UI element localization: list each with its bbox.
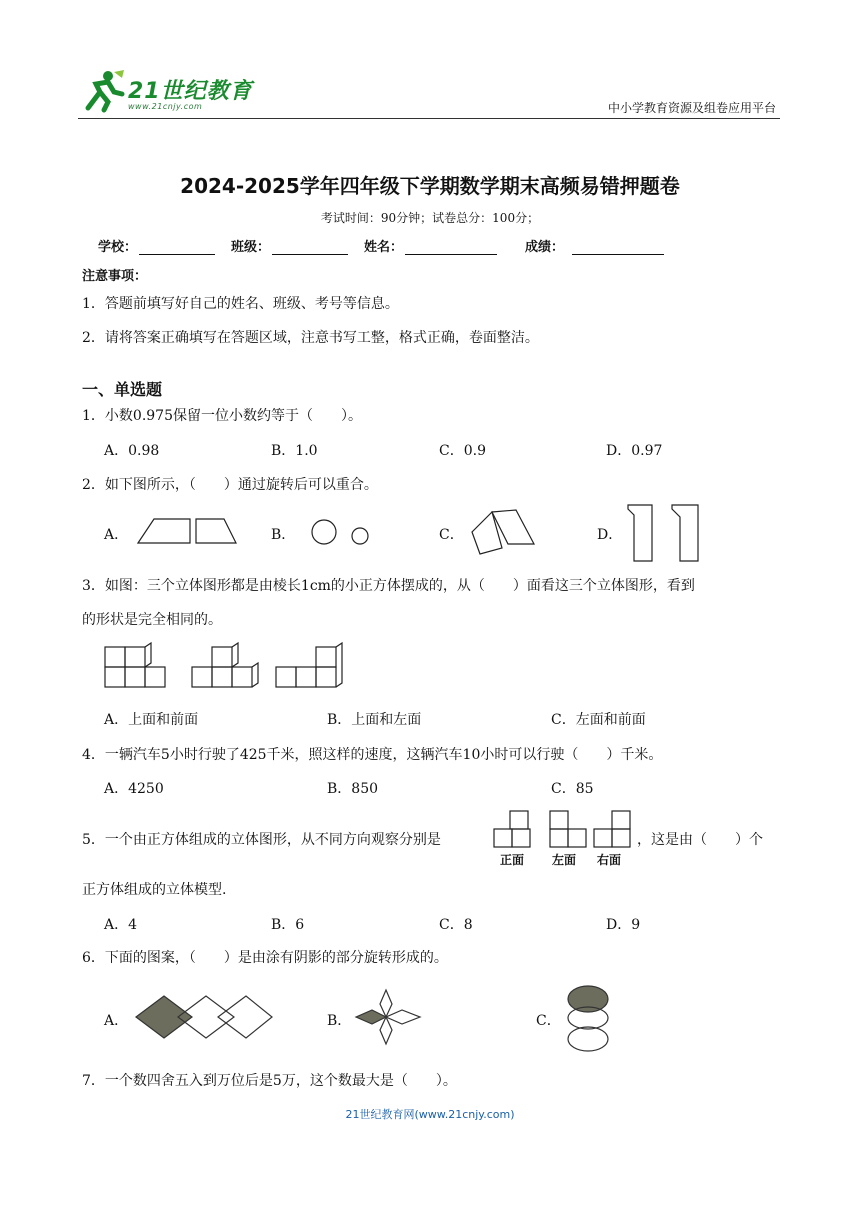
notes-heading: 注意事项： <box>82 269 148 284</box>
q2-b-circles <box>310 518 372 548</box>
q3-option-c[interactable]: C．左面和前面 <box>551 712 646 728</box>
note-item: 2．请将答案正确填写在答题区域，注意书写工整，格式正确，卷面整洁。 <box>82 330 539 346</box>
score-label: 成绩： <box>525 240 565 255</box>
name-field[interactable] <box>364 236 509 255</box>
runner-icon <box>78 68 128 112</box>
q3-option-a[interactable]: A．上面和前面 <box>104 712 199 728</box>
q5-option-c[interactable]: C．8 <box>439 917 473 933</box>
logo-sub-text: www.21cnjy.com <box>128 102 203 111</box>
page-title: 2024-2025学年四年级下学期数学期末高频易错押题卷 <box>180 174 680 198</box>
question-3-line2: 的形状是完全相同的。 <box>82 612 222 628</box>
class-label: 班级： <box>231 240 271 255</box>
q4-option-b[interactable]: B．850 <box>327 781 379 797</box>
note-item: 1．答题前填写好自己的姓名、班级、考号等信息。 <box>82 296 399 312</box>
q3-cube-figures <box>104 646 344 690</box>
logo-main-text: 21世纪教育 <box>128 79 253 104</box>
question-7: 7．一个数四舍五入到万位后是5万，这个数最大是（ ）。 <box>82 1073 457 1089</box>
q2-c-quadrilaterals <box>466 508 538 556</box>
score-blank[interactable] <box>572 240 664 255</box>
q6-c-ellipse-pattern <box>566 984 612 1054</box>
q6-b-star-pattern <box>354 988 424 1046</box>
platform-name: 中小学教育资源及组卷应用平台 <box>607 101 776 115</box>
question-6: 6．下面的图案，（ ）是由涂有阴影的部分旋转形成的。 <box>82 950 448 966</box>
q2-option-b[interactable]: B． <box>271 527 296 543</box>
q1-option-b[interactable]: B．1.0 <box>271 443 318 459</box>
question-5-line2: 正方体组成的立体模型. <box>82 882 227 898</box>
q6-a-rhombus-pattern <box>134 994 274 1040</box>
q2-d-shapes <box>626 503 704 563</box>
q1-option-c[interactable]: C．0.9 <box>439 443 486 459</box>
q4-option-a[interactable]: A．4250 <box>104 781 164 797</box>
q5-option-d[interactable]: D．9 <box>606 917 641 933</box>
question-5-part1: 5．一个由正方体组成的立体图形，从不同方向观察分别是 <box>82 832 441 848</box>
q5-view-label-left: 左面 <box>552 853 577 867</box>
question-4: 4．一辆汽车5小时行驶了425千米，照这样的速度，这辆汽车10小时可以行驶（ ）千米。 <box>82 747 663 763</box>
question-5-part2: ，这是由（ ）个 <box>637 832 763 848</box>
section-heading: 一、单选题 <box>82 380 163 399</box>
exam-info: 考试时间：90分钟；试卷总分：100分； <box>320 211 540 225</box>
q2-a-trapezoids <box>136 517 240 545</box>
student-info-fields <box>98 236 680 255</box>
q5-option-b[interactable]: B．6 <box>271 917 305 933</box>
q2-option-c[interactable]: C． <box>439 527 464 543</box>
class-blank[interactable] <box>272 240 348 255</box>
question-1: 1．小数0.975保留一位小数约等于（ ）。 <box>82 408 362 424</box>
q1-option-a[interactable]: A．0.98 <box>104 443 160 459</box>
score-field[interactable] <box>525 236 664 255</box>
header-divider <box>78 118 780 119</box>
footer-link[interactable]: 21世纪教育网(www.21cnjy.com) <box>345 1108 515 1121</box>
q3-option-b[interactable]: B．上面和左面 <box>327 712 422 728</box>
q5-view-diagrams <box>494 809 634 851</box>
q5-view-label-front: 正面 <box>500 853 525 867</box>
q6-option-c[interactable]: C． <box>536 1013 561 1029</box>
school-field[interactable] <box>98 236 215 255</box>
q2-option-d[interactable]: D． <box>597 527 623 543</box>
q6-option-b[interactable]: B． <box>327 1013 352 1029</box>
name-label: 姓名： <box>364 240 404 255</box>
school-label: 学校： <box>98 240 138 255</box>
name-blank[interactable] <box>405 240 497 255</box>
q1-option-d[interactable]: D．0.97 <box>606 443 663 459</box>
q6-option-a[interactable]: A． <box>104 1013 129 1029</box>
question-2: 2．如下图所示，（ ）通过旋转后可以重合。 <box>82 477 378 493</box>
q4-option-c[interactable]: C．85 <box>551 781 594 797</box>
question-3-line1: 3．如图：三个立体图形都是由棱长1cm的小正方体摆成的，从（ ）面看这三个立体图形，看到 <box>82 578 695 594</box>
q5-option-a[interactable]: A．4 <box>104 917 138 933</box>
class-field[interactable] <box>231 236 348 255</box>
q5-view-label-right: 右面 <box>597 853 622 867</box>
q2-option-a[interactable]: A． <box>104 527 129 543</box>
school-blank[interactable] <box>139 240 215 255</box>
